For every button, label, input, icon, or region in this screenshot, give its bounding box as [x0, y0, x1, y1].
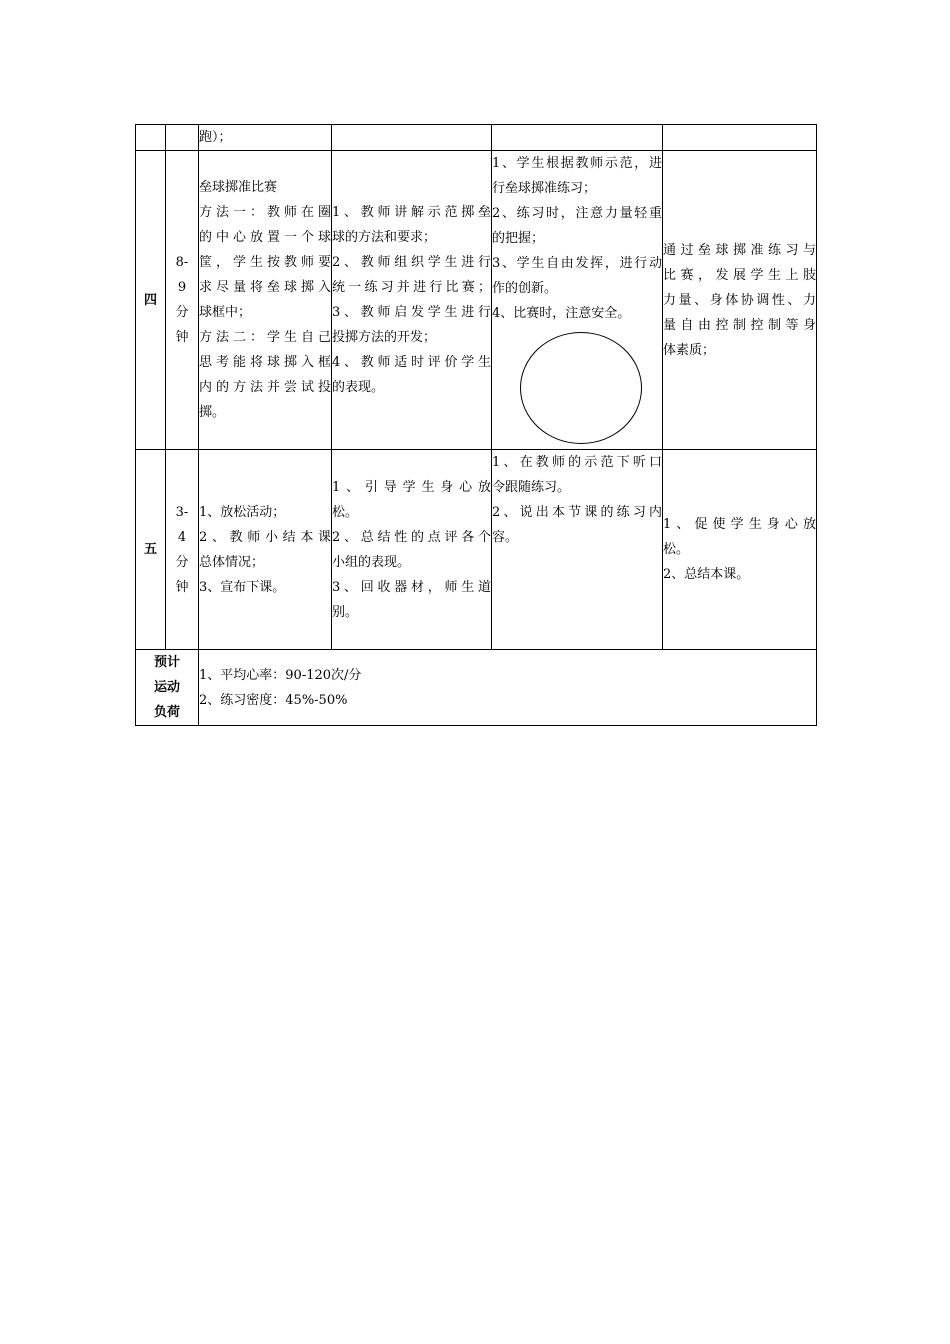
purpose-cell — [663, 151, 817, 450]
teacher-line: 松。 — [332, 504, 359, 520]
content-line: 方法二：学生自己 — [199, 330, 331, 345]
content-line: 的中心放置一个球 — [199, 230, 331, 245]
purpose-line: 通过垒球掷准练习与 — [663, 242, 816, 258]
content-line: 筐，学生按教师要 — [199, 255, 331, 270]
student-line: 容。 — [492, 530, 519, 545]
student-cell — [492, 450, 663, 650]
teacher-line: 投掷方法的开发； — [332, 330, 437, 345]
content-cell — [199, 125, 332, 151]
section-number: 四 — [136, 151, 166, 450]
student-cell — [492, 151, 663, 450]
purpose-line: 比赛，发展学生上肢 — [663, 267, 816, 283]
load-value-cell — [199, 650, 817, 726]
student-line: 的把握； — [492, 231, 545, 246]
time-line: 钟 — [175, 579, 189, 595]
content-line: 求尽量将垒球掷入 — [199, 280, 331, 295]
teacher-line: 4、教师适时评价学生 — [332, 355, 491, 370]
section-cell-empty — [136, 125, 166, 151]
content-line: 3、宣布下课。 — [199, 579, 286, 595]
teacher-line: 球的方法和要求； — [332, 230, 437, 245]
purpose-line: 1、促使学生身心放 — [663, 517, 816, 532]
time-line: 4 — [177, 529, 187, 545]
content-cell — [199, 151, 332, 450]
section-4-row — [136, 151, 817, 450]
time-line: 9 — [177, 280, 187, 295]
load-label-line: 负荷 — [153, 705, 180, 720]
purpose-cell — [663, 450, 817, 650]
content-line: 2、教师小结本课 — [199, 529, 331, 545]
teacher-line: 1、教师讲解示范掷垒 — [332, 205, 491, 220]
teacher-line: 3、教师启发学生进行 — [332, 305, 491, 320]
purpose-line: 2、总结本课。 — [663, 567, 750, 582]
purpose-line: 力量、身体协调性、力 — [663, 292, 816, 308]
lesson-plan-table — [135, 124, 817, 726]
teacher-cell — [332, 450, 492, 650]
time-line: 8- — [175, 255, 189, 270]
time-cell — [166, 151, 199, 450]
heart-rate-line: 1、平均心率：90-120次/分 — [199, 667, 362, 683]
load-label-line: 运动 — [153, 680, 180, 695]
purpose-line: 量自由控制控制等身 — [663, 317, 816, 333]
time-cell — [166, 450, 199, 650]
content-line: 总体情况； — [199, 554, 265, 570]
purpose-line: 体素质； — [663, 342, 716, 358]
time-cell-empty — [166, 125, 199, 151]
content-line: 1、放松活动； — [199, 504, 286, 520]
section-5-row — [136, 450, 817, 650]
formation-circle-diagram — [520, 332, 642, 444]
time-line: 3- — [175, 504, 189, 520]
student-cell-empty — [492, 125, 663, 151]
teacher-line: 2、教师组织学生进行 — [332, 255, 491, 270]
teacher-line: 别。 — [332, 604, 359, 620]
section-number: 五 — [136, 450, 166, 650]
teacher-line: 的表现。 — [332, 380, 385, 395]
load-label-line: 预计 — [153, 655, 180, 670]
content-text: 跑）； — [199, 130, 232, 145]
content-line: 掷。 — [199, 405, 226, 420]
student-line: 1、在教师的示范下听口 — [492, 455, 662, 470]
teacher-line: 2、总结性的点评各个 — [332, 529, 491, 545]
content-cell — [199, 450, 332, 650]
purpose-line: 松。 — [663, 542, 690, 557]
density-line: 2、练习密度：45%-50% — [199, 692, 348, 708]
student-line: 1、学生根据教师示范，进 — [492, 156, 662, 171]
student-line: 令跟随练习。 — [492, 480, 571, 495]
student-line: 3、学生自由发挥，进行动 — [492, 256, 662, 271]
content-line: 垒球掷准比赛 — [199, 180, 278, 195]
time-line: 钟 — [175, 330, 189, 345]
purpose-cell-empty — [663, 125, 817, 151]
load-label-cell — [136, 650, 199, 726]
student-line: 4、比赛时，注意安全。 — [492, 306, 631, 321]
student-line: 行垒球掷准练习； — [492, 181, 597, 196]
content-line: 球框中； — [199, 305, 252, 320]
student-line: 2、说出本节课的练习内 — [492, 505, 662, 520]
time-line: 分 — [175, 305, 189, 320]
teacher-cell — [332, 151, 492, 450]
student-line: 作的创新。 — [492, 281, 558, 296]
teacher-line: 小组的表现。 — [332, 554, 411, 570]
teacher-line: 3、回收器材，师生道 — [332, 579, 491, 595]
time-line: 分 — [175, 554, 189, 570]
student-line: 2、练习时，注意力量轻重 — [492, 206, 662, 221]
teacher-cell-empty — [332, 125, 492, 151]
content-line: 方法一：教师在圈 — [199, 205, 331, 220]
content-line: 思考能将球掷入框 — [199, 355, 331, 370]
content-line: 内的方法并尝试投 — [199, 380, 331, 395]
teacher-line: 统一练习并进行比赛； — [332, 280, 491, 295]
teacher-line: 1、引导学生身心放 — [332, 479, 491, 495]
exercise-load-row — [136, 650, 817, 726]
continuation-row — [136, 125, 817, 151]
